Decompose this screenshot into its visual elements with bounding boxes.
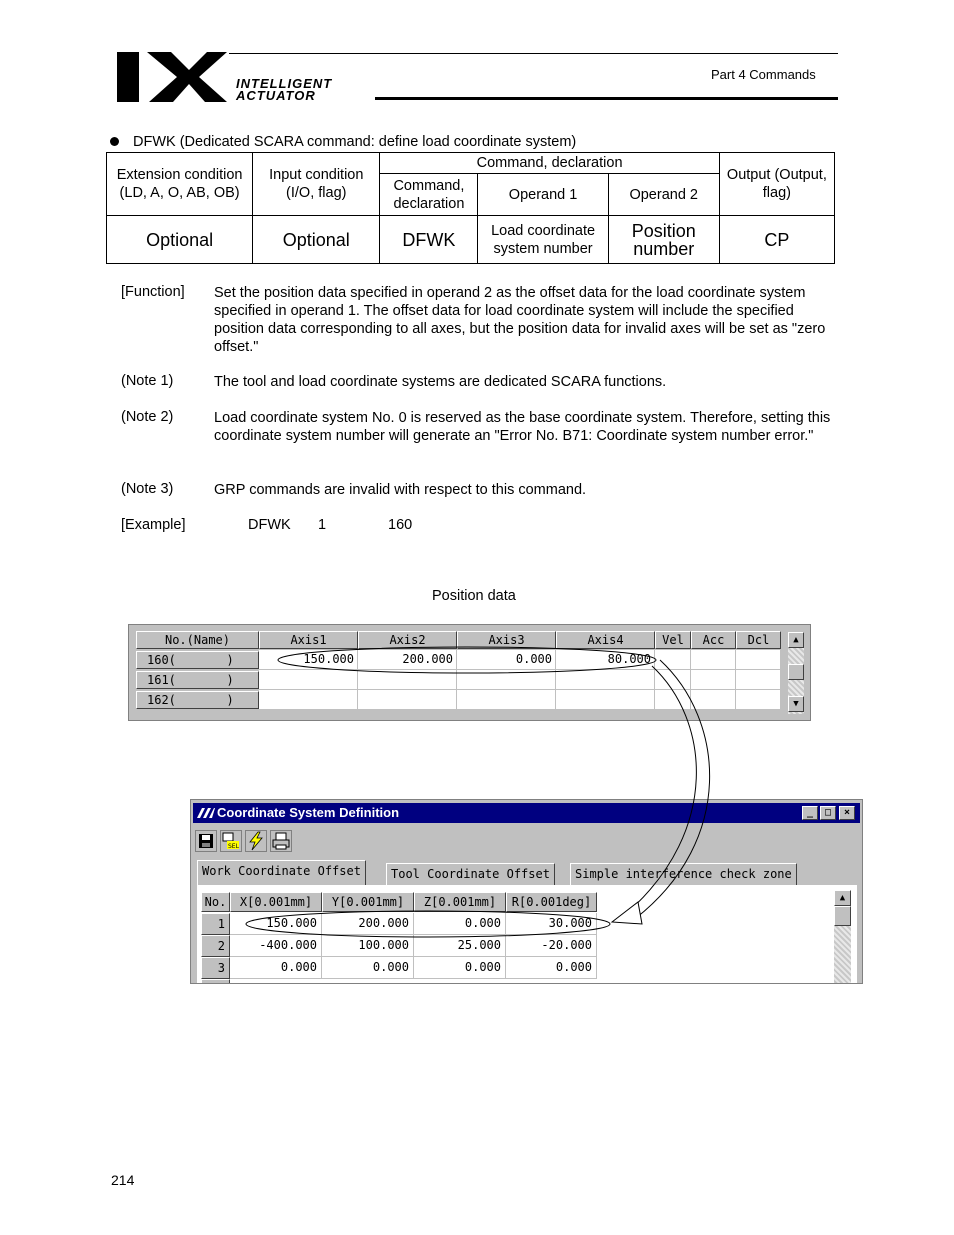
transfer-icon[interactable] [245,830,267,852]
cell-162-axis1[interactable] [259,690,358,710]
scroll-down-icon[interactable]: ▼ [788,696,804,712]
value-output: CP [719,216,834,264]
scroll-up-icon[interactable]: ▲ [788,632,804,648]
example-operand-1: 1 [318,517,327,533]
note2-label: (Note 2) [121,409,174,425]
cell-3-x[interactable]: 0.000 [230,957,322,979]
column-header-vel[interactable]: Vel [655,631,691,649]
cell-3-y[interactable]: 0.000 [322,957,414,979]
function-label: [Function] [121,284,185,300]
value-input-condition: Optional [253,216,380,264]
cell-160-axis1[interactable]: 150.000 [259,650,358,670]
cell-1-z[interactable]: 0.000 [414,913,506,935]
header-command-declaration: Command, declaration [380,174,478,216]
column-header-y[interactable]: Y[0.001mm] [322,892,414,912]
section-label: Part 4 Commands [711,67,816,82]
cell-3-r[interactable]: 0.000 [506,957,597,979]
window-title: Coordinate System Definition [217,805,400,820]
cell-161-acc[interactable] [691,670,736,690]
save-icon[interactable] [195,830,217,852]
header-output: Output (Output, flag) [719,153,834,216]
cell-1-x[interactable]: 150.000 [230,913,322,935]
cell-2-x[interactable]: -400.000 [230,935,322,957]
cell-1-r[interactable]: 30.000 [506,913,597,935]
column-header-x[interactable]: X[0.001mm] [230,892,322,912]
cell-162-axis3[interactable] [457,690,556,710]
page-number: 214 [111,1172,135,1188]
cell-162-vel[interactable] [655,690,691,710]
function-text: Set the position data specified in operand 2 as the offset data for the load coordinate system specified in operand 1. The offset data for load coordinate system will include the specified position data corresponding to all axes, but the position data for invalid axes will be set as "zero offset." [214,285,826,355]
row-header-2[interactable]: 2 [201,935,230,957]
app-icon [197,808,215,818]
header-command-group: Command, declaration [380,153,719,174]
column-header-dcl[interactable]: Dcl [736,631,781,649]
note1-label: (Note 1) [121,373,174,389]
header-rule-bottom [375,97,838,100]
header-operand-1: Operand 1 [478,174,608,216]
scroll-thumb[interactable] [788,664,804,680]
example-operand-2: 160 [388,517,413,533]
note3-text: GRP commands are invalid with respect to this command. [214,482,587,498]
cell-161-vel[interactable] [655,670,691,690]
header-rule-top [229,53,838,54]
tab-tool-coordinate-offset[interactable]: Tool Coordinate Offset [386,863,555,885]
column-header-z[interactable]: Z[0.001mm] [414,892,506,912]
header-input-condition: Input condition (I/O, flag) [253,153,380,216]
select-icon[interactable] [220,830,242,852]
row-header-162[interactable]: 162( ) [136,691,259,709]
row-header-161[interactable]: 161( ) [136,671,259,689]
row-header-1[interactable]: 1 [201,913,230,935]
cell-162-dcl[interactable] [736,690,781,710]
cell-160-axis4[interactable]: 80.000 [556,650,655,670]
note1-text: The tool and load coordinate systems are dedicated SCARA functions. [214,374,667,390]
row-header-4[interactable] [201,979,230,984]
cell-161-dcl[interactable] [736,670,781,690]
column-header-name[interactable]: No.(Name) [136,631,259,649]
value-operand-2: Position number [608,216,719,264]
minimize-icon[interactable]: _ [802,806,818,820]
column-header-no[interactable]: No. [201,892,230,912]
cell-160-acc[interactable] [691,650,736,670]
cell-160-axis2[interactable]: 200.000 [358,650,457,670]
position-data-grid [128,624,811,721]
cell-161-axis4[interactable] [556,670,655,690]
print-icon[interactable] [270,830,292,852]
cell-162-axis2[interactable] [358,690,457,710]
cell-160-vel[interactable] [655,650,691,670]
tab-simple-interference-check-zone[interactable]: Simple interference check zone [570,863,797,885]
command-heading: DFWK (Dedicated SCARA command: define load coordinate system) [133,134,577,150]
note2-text: Load coordinate system No. 0 is reserved as the base coordinate system. Therefore, setting this coordinate system number will generate an "Error No. B71: Coordinate system number error." [214,410,831,444]
cell-160-dcl[interactable] [736,650,781,670]
column-header-r[interactable]: R[0.001deg] [506,892,597,912]
svg-text:SEL: SEL [228,843,239,850]
value-command: DFWK [380,216,478,264]
cell-161-axis1[interactable] [259,670,358,690]
cell-2-r[interactable]: -20.000 [506,935,597,957]
coordinate-system-window [190,799,863,984]
cell-2-z[interactable]: 25.000 [414,935,506,957]
cell-3-z[interactable]: 0.000 [414,957,506,979]
close-icon[interactable]: × [839,806,855,820]
cell-161-axis3[interactable] [457,670,556,690]
cell-2-y[interactable]: 100.000 [322,935,414,957]
column-header-axis1[interactable]: Axis1 [259,631,358,649]
window-titlebar[interactable] [193,803,860,823]
tab-work-coordinate-offset[interactable]: Work Coordinate Offset [197,860,366,885]
maximize-icon[interactable]: □ [820,806,836,820]
header-operand-2: Operand 2 [608,174,719,216]
value-extension-condition: Optional [107,216,253,264]
header-extension-condition: Extension condition (LD, A, O, AB, OB) [107,153,253,216]
column-header-axis4[interactable]: Axis4 [556,631,655,649]
example-label: [Example] [121,517,186,533]
cell-162-axis4[interactable] [556,690,655,710]
note3-label: (Note 3) [121,481,174,497]
row-header-160[interactable]: 160( ) [136,651,259,669]
position-data-caption: Position data [432,588,516,604]
cell-1-y[interactable]: 200.000 [322,913,414,935]
example-command: DFWK [248,517,291,533]
cell-161-axis2[interactable] [358,670,457,690]
column-header-axis2[interactable]: Axis2 [358,631,457,649]
value-operand-1: Load coordinate system number [478,216,608,264]
column-header-acc[interactable]: Acc [691,631,736,649]
scroll-thumb[interactable] [834,906,851,926]
column-header-axis3[interactable]: Axis3 [457,631,556,649]
cell-162-acc[interactable] [691,690,736,710]
row-header-3[interactable]: 3 [201,957,230,979]
scroll-up-icon[interactable]: ▲ [834,890,851,906]
cell-160-axis3[interactable]: 0.000 [457,650,556,670]
command-spec-table [106,152,835,264]
bullet-icon [110,137,119,146]
company-wordmark: INTELLIGENT ACTUATOR [236,76,333,103]
ix-logo [117,52,227,102]
